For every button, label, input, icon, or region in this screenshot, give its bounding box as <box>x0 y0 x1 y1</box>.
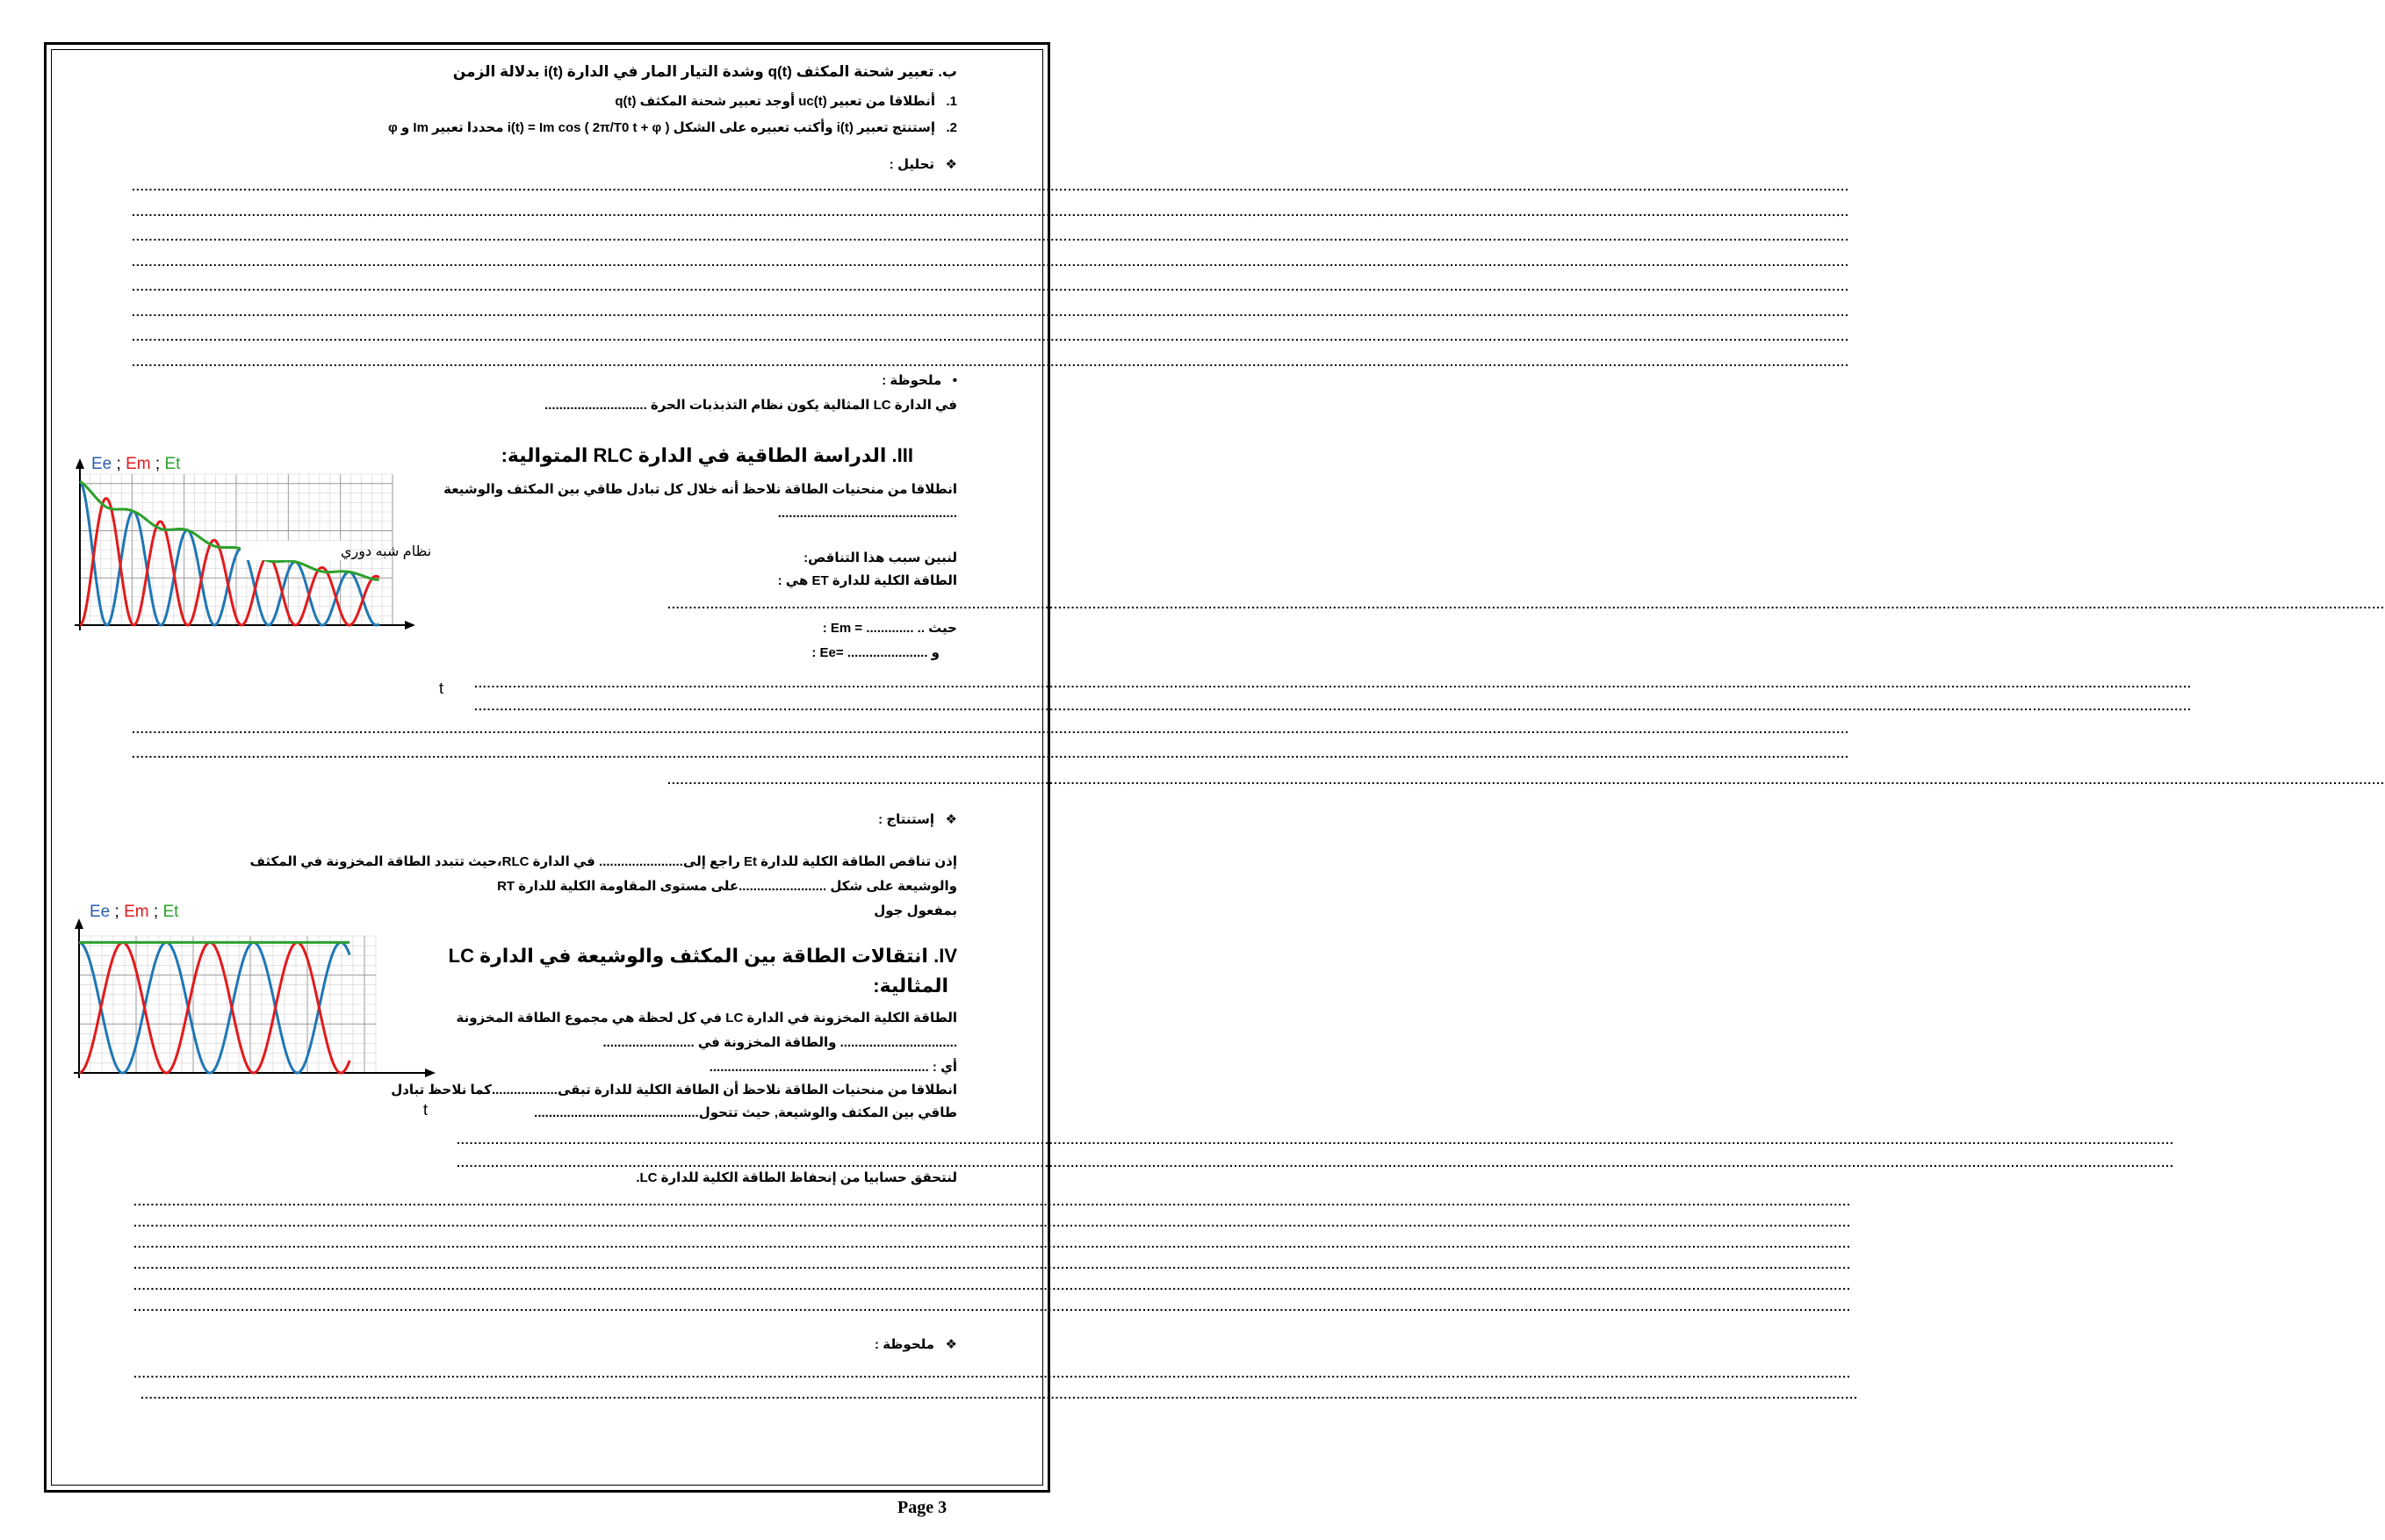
question-1-text: أنطلاقا من تعبير uc(t) أوجد تعبير شحنة المكثف q(t) <box>615 94 935 109</box>
answer-line[interactable]: ................................................................................................................................................................................................................................................................................................................................................................................................................ <box>141 1387 1858 1401</box>
conclusion-label-text: إستنتاج : <box>878 812 935 827</box>
section-IV-p3: أي : ............................................................ <box>709 1060 957 1075</box>
rlc-axis-t: t <box>439 680 444 697</box>
answer-line[interactable]: ................................................................................................................................................................................................................................................................................................................................................................................................................ <box>132 229 1849 243</box>
answer-line[interactable]: ................................................................................................................................................................................................................................................................................................................................................................................................................ <box>133 1194 1851 1208</box>
lc-energy-chart <box>77 901 467 1152</box>
x-axis-arrow <box>405 621 415 630</box>
rlc-annotation-box <box>241 541 346 560</box>
lc-legend <box>90 903 179 921</box>
rlc-legend <box>91 455 181 473</box>
answer-line[interactable]: ................................................................................................................................................................................................................................................................................................................................................................................................................ <box>133 1215 1851 1229</box>
section-IV-p1: الطاقة الكلية المخزونة في الدارة LC في كل لحظة هي مجموع الطاقة المخزونة <box>456 1011 957 1025</box>
section-IV-heading-1: IV. انتقالات الطاقة بين المكثف والوشيعة في الدارة LC <box>448 945 957 967</box>
rlc-legend-em: Em <box>126 455 151 473</box>
note-label-text: ملحوظة : <box>882 373 942 388</box>
section-III-intro-dots: ................................................. <box>777 506 957 521</box>
answer-line[interactable]: ................................................................................................................................................................................................................................................................................................................................................................................................................ <box>457 1155 2174 1169</box>
section-III-and: و ...................... =Ee : <box>811 645 940 660</box>
lc-legend-em: Em <box>124 903 149 921</box>
lc-axis-t: t <box>423 1101 429 1119</box>
answer-line[interactable]: ................................................................................................................................................................................................................................................................................................................................................................................................................ <box>474 699 2192 713</box>
section-IV-verify: لنتحقق حسابيا من إنحفاظ الطاقة الكلية للدارة LC. <box>636 1170 957 1185</box>
answer-line[interactable]: ................................................................................................................................................................................................................................................................................................................................................................................................................ <box>132 204 1849 219</box>
section-III-why: لنبين سبب هذا التناقص: <box>803 551 957 565</box>
answer-line[interactable]: ................................................................................................................................................................................................................................................................................................................................................................................................................ <box>667 597 2385 611</box>
analysis-label-text: تحليل : <box>889 157 935 172</box>
answer-line[interactable]: ................................................................................................................................................................................................................................................................................................................................................................................................................ <box>132 722 1849 736</box>
conclusion-line-2: والوشيعة على شكل ........................على مستوى المقاومة الكلية للدارة RT <box>497 879 957 894</box>
section-IV-p2: ................................ والطاقة المخزونة في ......................... <box>602 1035 957 1050</box>
answer-line[interactable]: ................................................................................................................................................................................................................................................................................................................................................................................................................ <box>132 254 1849 269</box>
answer-line[interactable]: ................................................................................................................................................................................................................................................................................................................................................................................................................ <box>133 1366 1851 1380</box>
answer-line[interactable]: ................................................................................................................................................................................................................................................................................................................................................................................................................ <box>132 179 1849 193</box>
section-III-total-energy: الطاقة الكلية للدارة ET هي : <box>777 573 957 588</box>
rlc-legend-ee: Ee <box>91 455 112 473</box>
answer-line[interactable]: ................................................................................................................................................................................................................................................................................................................................................................................................................ <box>457 1133 2174 1147</box>
section-IV-p4: انطلاقا من منحنيات الطاقة نلاحظ أن الطاقة الكلية للدارة تبقى..................كما نلاحظ تبادل <box>391 1083 957 1097</box>
question-2-text: إستنتج تعبير i(t) وأكتب تعبيره على الشكل i(t) = Im cos ( 2π/T0 t + φ ) محددا تعبير Im و φ <box>388 120 935 135</box>
rlc-annotation: نظام شبه دوري <box>341 544 432 559</box>
rlc-legend-et: Et <box>164 455 181 473</box>
answer-line[interactable]: ................................................................................................................................................................................................................................................................................................................................................................................................................ <box>133 1257 1851 1271</box>
conclusion-line-3: بمفعول جول <box>874 903 957 918</box>
question-1 <box>615 93 957 109</box>
section-IV-heading-2: المثالية: <box>873 975 948 997</box>
answer-line[interactable]: ................................................................................................................................................................................................................................................................................................................................................................................................................ <box>132 329 1849 343</box>
answer-line[interactable]: ................................................................................................................................................................................................................................................................................................................................................................................................................ <box>474 676 2192 690</box>
note-label: • ملحوظة : <box>882 373 957 388</box>
question-2 <box>388 119 957 135</box>
question-2-number: 2. <box>946 120 957 135</box>
section-b-title: ب. تعبير شحنة المكثف q(t) وشدة التيار المار في الدارة i(t) بدلالة الزمن <box>452 63 957 80</box>
lc-legend-et: Et <box>162 903 179 921</box>
section-IV-note-label: ❖ ملحوظة : <box>875 1337 957 1352</box>
page-number: Page 3 <box>897 1498 948 1517</box>
question-1-number: 1. <box>946 94 957 109</box>
rlc-legend-sep-2: ; <box>155 455 161 473</box>
lc-legend-ee: Ee <box>90 903 111 921</box>
lc-legend-sep-1: ; <box>114 903 119 921</box>
rlc-legend-sep-1: ; <box>116 455 121 473</box>
section-IV-p5: طاقي بين المكثف والوشيعة, حيث تتحول............................................. <box>534 1105 957 1120</box>
answer-line[interactable]: ................................................................................................................................................................................................................................................................................................................................................................................................................ <box>667 773 2385 787</box>
conclusion-label: ❖ إستنتاج : <box>878 812 957 827</box>
analysis-label: ❖ تحليل : <box>889 157 957 172</box>
section-IV-note-label-text: ملحوظة : <box>875 1337 935 1352</box>
answer-line[interactable]: ................................................................................................................................................................................................................................................................................................................................................................................................................ <box>132 279 1849 293</box>
rlc-energy-chart <box>77 453 460 708</box>
answer-line[interactable]: ................................................................................................................................................................................................................................................................................................................................................................................................................ <box>132 354 1849 369</box>
answer-line[interactable]: ................................................................................................................................................................................................................................................................................................................................................................................................................ <box>133 1278 1851 1292</box>
answer-line[interactable]: ................................................................................................................................................................................................................................................................................................................................................................................................................ <box>132 304 1849 319</box>
answer-line[interactable]: ................................................................................................................................................................................................................................................................................................................................................................................................................ <box>132 746 1849 760</box>
section-III-intro: انطلاقا من منحنيات الطاقة نلاحظ أنه خلال كل تبادل طاقي بين المكثف والوشيعة <box>443 482 957 497</box>
y-axis-arrow <box>76 458 84 469</box>
conclusion-line-1: إذن تناقص الطاقة الكلية للدارة Et راجع إلى....................... في الدارة RLC،حيث تتبدد الطاقة المخزونة في المكثف <box>249 854 957 869</box>
answer-line[interactable]: ................................................................................................................................................................................................................................................................................................................................................................................................................ <box>133 1236 1851 1250</box>
section-III-where: حيث .. ............. = Em : <box>822 621 957 636</box>
lc-legend-sep-2: ; <box>153 903 159 921</box>
note-text: في الدارة LC المثالية يكون نظام التذبذبات الحرة ............................ <box>544 398 957 413</box>
x-axis-arrow <box>425 1069 436 1077</box>
section-III-heading: III. الدراسة الطاقية في الدارة RLC المتوالية: <box>501 444 913 466</box>
answer-line[interactable]: ................................................................................................................................................................................................................................................................................................................................................................................................................ <box>133 1299 1851 1313</box>
